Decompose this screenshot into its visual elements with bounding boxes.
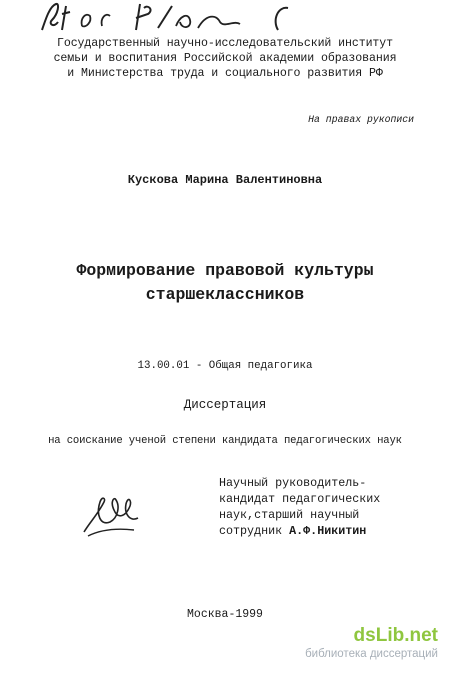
supervisor-name: А.Ф.Никитин: [289, 524, 367, 538]
institution-line: и Министерства труда и социального развития РФ: [67, 67, 383, 80]
supervisor-line: кандидат педагогических: [219, 492, 381, 506]
institution-block: [0, 36, 450, 81]
institution-line: Государственный научно-исследовательский институт: [56, 37, 393, 50]
logo-tld: net: [409, 625, 438, 646]
title-line: старшеклассников: [145, 285, 305, 304]
dslib-logo: [263, 625, 438, 647]
supervisor-line: Научный руководитель-: [219, 476, 367, 490]
dslib-watermark: [263, 625, 438, 667]
handwritten-signature: [80, 492, 142, 540]
supervisor-block: [219, 475, 380, 539]
supervisor-line: наук,старший научный: [219, 508, 360, 522]
handwritten-annotation: [40, 0, 300, 36]
dslib-subtitle: библиотека диссертаций: [305, 648, 438, 660]
institution-line: семьи и воспитания Российской академии образования: [53, 52, 397, 65]
supervisor-position: сотрудник: [219, 524, 290, 538]
supervisor-line: [219, 523, 380, 539]
rights-note: На правах рукописи: [308, 114, 414, 125]
title-line: Формирование правовой культуры: [76, 261, 374, 280]
city-year: Москва-1999: [187, 608, 263, 621]
logo-main: dsLib: [353, 625, 405, 646]
degree-line: на соискание ученой степени кандидата педагогических наук: [48, 435, 402, 447]
logo-dot: .: [404, 625, 410, 646]
dissertation-title: [0, 259, 450, 307]
specialty-code: 13.00.01 - Общая педагогика: [137, 360, 313, 372]
author-name: Кускова Марина Валентиновна: [127, 173, 323, 187]
document-type: Диссертация: [183, 398, 267, 412]
